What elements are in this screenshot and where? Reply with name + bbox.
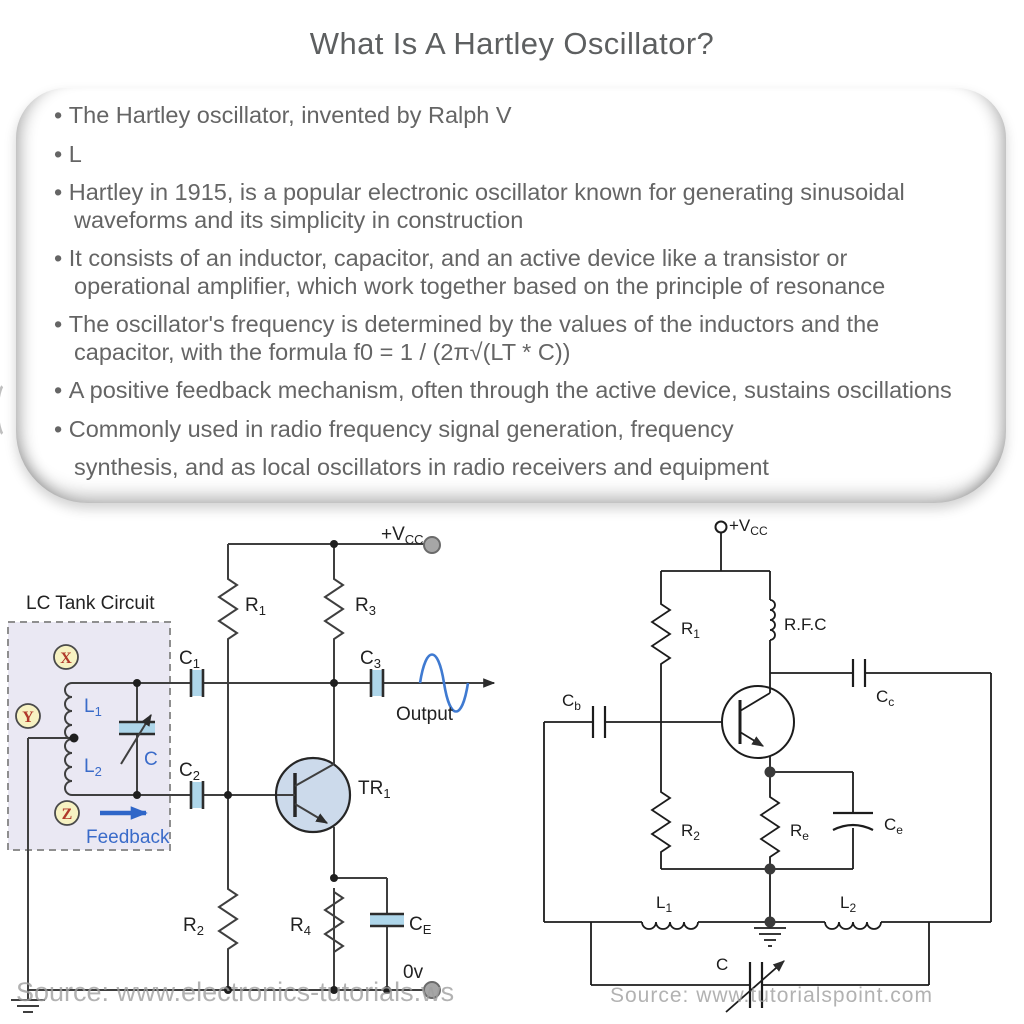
page-title: What Is A Hartley Oscillator? [309, 26, 715, 61]
label-zero-v: 0v [403, 962, 424, 983]
label-ce-right: $C_e$ [884, 815, 903, 837]
resistor-r1 [219, 575, 237, 645]
bullet-item: • Commonly used in radio frequency signal generation, frequency [54, 416, 962, 444]
label-c3: $C_3$ [360, 648, 381, 671]
label-r1-right: $R_1$ [681, 619, 700, 641]
watermark-electronics-tutorials: Source: www.electronics-tutorials.ws [16, 977, 455, 1007]
resistor-r1-right [652, 600, 670, 670]
label-r3: $R_3$ [355, 595, 376, 618]
label-r1: $R_1$ [245, 595, 266, 618]
capacitor-ce [370, 914, 404, 926]
clipped-text-line: synthesis, and as local oscillators in radio receivers and equipment [74, 454, 769, 480]
vcc-terminal-right [716, 522, 727, 533]
resistor-re [761, 793, 779, 863]
capacitor-cc [853, 659, 865, 687]
label-l2: $L_2$ [84, 756, 102, 779]
label-output: Output [396, 704, 454, 725]
bullet-item: • The oscillator's frequency is determined by the values of the inductors and the capacitor, with the formula f0 = 1 / (2π√(LT * C)) [54, 311, 962, 366]
bullet-item: • It consists of an inductor, capacitor, and an active device like a transistor or operational amplifier, which work together based on the principle of resonance [54, 245, 962, 300]
capacitor-ce-right [833, 813, 873, 830]
bullet-list [16, 88, 1006, 443]
label-c: C [144, 749, 158, 770]
bullet-item: • The Hartley oscillator, invented by Ralph V [54, 102, 962, 130]
label-feedback: Feedback [86, 827, 170, 848]
vcc-terminal [424, 537, 440, 553]
capacitor-c1 [191, 669, 203, 697]
hartley-circuit-diagram-right [512, 500, 1024, 1024]
label-cc: $C_c$ [876, 687, 895, 709]
capacitor-cb [593, 706, 605, 738]
label-vcc: $+V_{CC}$ [381, 524, 424, 547]
transistor-tr1 [276, 683, 350, 832]
label-ce: $C_E$ [409, 914, 432, 937]
capacitor-ce-branch [334, 878, 387, 990]
resistor-r2 [219, 885, 237, 955]
bullet-item: • L [54, 141, 962, 169]
label-r4: $R_4$ [290, 915, 311, 938]
label-c1: $C_1$ [179, 648, 200, 671]
label-l2-right: $L_2$ [840, 893, 857, 915]
resistor-r3 [325, 575, 343, 645]
resistor-r2-right [652, 788, 670, 858]
label-l1: $L_1$ [84, 696, 102, 719]
terminal-z [55, 801, 79, 825]
lc-tank-label: LC Tank Circuit [26, 593, 155, 614]
inductor-l2-right [825, 922, 881, 929]
label-l1-right: $L_1$ [656, 893, 673, 915]
capacitor-c2 [191, 781, 203, 809]
label-re: $R_e$ [790, 821, 809, 843]
label-r2-right: $R_2$ [681, 821, 700, 843]
lc-tank-box [8, 622, 170, 850]
label-r2: $R_2$ [183, 915, 204, 938]
bullet-item: • Hartley in 1915, is a popular electronic oscillator known for generating sinusoidal waveforms and its simplicity in construction [54, 179, 962, 234]
label-vcc-right: $+V_{CC}$ [729, 516, 768, 538]
svg-text:Z: Z [61, 806, 73, 823]
capacitor-c3 [371, 669, 383, 697]
label-c-right: C [716, 955, 729, 974]
label-cb: $C_b$ [562, 691, 581, 713]
text-card [16, 88, 1006, 503]
bullet-item: • A positive feedback mechanism, often through the active device, sustains oscillations [54, 377, 962, 405]
terminal-x [54, 645, 78, 669]
rfc-choke-coil [770, 600, 775, 640]
terminal-y [16, 704, 40, 728]
inductor-l1-right [642, 922, 698, 929]
hartley-circuit-diagram-left [0, 515, 510, 1024]
transistor-right [722, 673, 794, 758]
label-c2: $C_2$ [179, 760, 200, 783]
label-tr1: $TR_1$ [358, 778, 391, 801]
watermark-tutorialspoint: Source: www.tutorialspoint.com [610, 984, 933, 1007]
svg-text:Y: Y [22, 709, 34, 726]
label-rfc: R.F.C [784, 615, 827, 634]
svg-text:X: X [60, 650, 72, 667]
